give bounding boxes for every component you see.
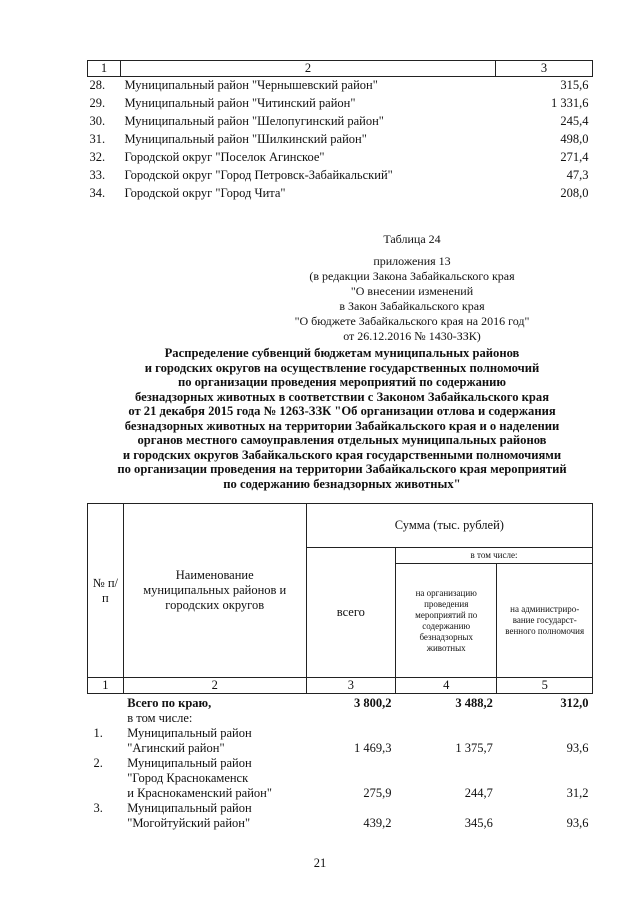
row-number: 32. (89, 150, 106, 164)
row-total: 439,2 (363, 816, 392, 830)
row-name-line: "Город Краснокаменск (127, 771, 249, 785)
page-number: 21 (313, 856, 327, 870)
row-administration: 31,2 (566, 786, 589, 800)
title-line: и городских округов на осуществление государственных полномочий (144, 360, 540, 375)
column-number: 2 (123, 678, 306, 694)
table-row (88, 711, 593, 726)
header-row (88, 504, 593, 548)
table-row (88, 131, 593, 149)
caption-line: "О бюджете Забайкальского края на 2016 год" (294, 314, 530, 328)
caption-line: в Закон Забайкальского края (339, 299, 485, 313)
row-value: 1 331,6 (551, 96, 589, 110)
title-line: безнадзорных животных на территории Забайкальского края и о наделении (124, 418, 560, 433)
row-name-line: Муниципальный район (127, 726, 252, 740)
row-number: 34. (89, 186, 106, 200)
caption-line: "О внесении изменений (350, 284, 474, 298)
row-number: 33. (89, 168, 106, 182)
districts-table-continuation (87, 60, 593, 203)
row-administration: 93,6 (566, 741, 589, 755)
row-number: 1. (93, 726, 103, 740)
title-line: от 21 декабря 2015 года № 1263-ЗЗК "Об организации отлова и содержания (128, 404, 556, 418)
table-header-row (88, 61, 593, 77)
total-value: 3 800,2 (354, 696, 392, 710)
row-organization: 244,7 (464, 786, 493, 800)
table-row (88, 113, 593, 131)
header-cell: 2 (121, 61, 496, 77)
column-numbers-row (88, 678, 593, 694)
row-name: Муниципальный район "Шилкинский район" (124, 132, 367, 146)
caption-line: (в редакции Закона Забайкальского края (309, 269, 515, 283)
table-row (88, 816, 593, 831)
table-row (88, 149, 593, 167)
table-row (88, 185, 593, 203)
row-value: 47,3 (566, 168, 589, 182)
header-cell: 3 (496, 61, 593, 77)
table-row (88, 801, 593, 816)
table-row (88, 771, 593, 786)
row-value: 271,4 (560, 150, 589, 164)
row-value: 208,0 (560, 186, 589, 200)
row-number: 2. (93, 756, 103, 770)
total-organization: 3 488,2 (455, 696, 493, 710)
header-total: всего (306, 548, 395, 678)
table-row (88, 786, 593, 801)
header-organization: на организацию проведения мероприятий по содержанию безнадзорных животных (396, 564, 497, 678)
total-row (88, 694, 593, 712)
header-sum: Сумма (тыс. рублей) (306, 504, 592, 548)
row-name: Муниципальный район "Шелопугинский район" (124, 114, 384, 128)
table-row (88, 77, 593, 96)
row-total: 1 469,3 (354, 741, 392, 755)
row-value: 315,6 (560, 78, 589, 92)
row-name-line: Муниципальный район (127, 756, 252, 770)
row-name: Городской округ "Город Петровск-Забайкальский" (124, 168, 393, 182)
table-row (88, 726, 593, 741)
subsidies-table (87, 503, 593, 831)
row-name-line: Муниципальный район (127, 801, 252, 815)
row-number: 29. (89, 96, 106, 110)
title-line: по организации проведения мероприятий по содержанию (177, 375, 507, 389)
column-number: 5 (497, 678, 593, 694)
title-line: органов местного самоуправления отдельных муниципальных районов (137, 433, 547, 447)
row-number: 3. (93, 801, 103, 815)
header-num: № п/п (88, 504, 124, 678)
header-including: в том числе: (396, 548, 593, 564)
title-line: по содержанию безнадзорных животных" (223, 476, 461, 491)
row-organization: 345,6 (464, 816, 493, 830)
row-name: Городской округ "Поселок Агинское" (124, 150, 325, 164)
table-row (88, 756, 593, 771)
header-cell: 1 (88, 61, 121, 77)
column-number: 1 (88, 678, 124, 694)
table-label: Таблица 24 (383, 232, 441, 246)
row-organization: 1 375,7 (455, 741, 493, 755)
document-title (92, 346, 592, 491)
row-number: 28. (89, 78, 106, 92)
title-line: Распределение субвенций бюджетам муниципальных районов (164, 346, 520, 360)
row-total: 275,9 (363, 786, 392, 800)
title-line: безнадзорных животных в соответствии с Законом Забайкальского края (134, 389, 550, 404)
row-number: 31. (89, 132, 106, 146)
table-row (88, 95, 593, 113)
table-caption (262, 232, 562, 344)
row-value: 498,0 (560, 132, 589, 146)
title-line: и городских округов Забайкальского края государственными полномочиями (122, 447, 562, 462)
row-name: Муниципальный район "Читинский район" (124, 96, 356, 110)
row-name-line: "Агинский район" (127, 741, 225, 755)
column-number: 4 (396, 678, 497, 694)
header-name: Наименование муниципальных районов и городских округов (123, 504, 306, 678)
caption-line: приложения 13 (373, 254, 451, 268)
row-name: Муниципальный район "Чернышевский район" (124, 78, 378, 92)
table-row (88, 167, 593, 185)
row-value: 245,4 (560, 114, 589, 128)
table-row (88, 741, 593, 756)
total-administration: 312,0 (560, 696, 589, 710)
row-administration: 93,6 (566, 816, 589, 830)
row-name-line: "Могойтуйский район" (127, 816, 251, 830)
caption-line: от 26.12.2016 № 1430-ЗЗК) (343, 329, 481, 343)
row-number: 30. (89, 114, 106, 128)
column-number: 3 (306, 678, 395, 694)
total-label: Всего по краю, (127, 696, 212, 710)
header-administration: на администриро-вание государст-венного полномочия (497, 564, 593, 678)
title-line: по организации проведения на территории Забайкальского края мероприятий (117, 462, 567, 476)
row-name: Городской округ "Город Чита" (124, 186, 286, 200)
sub-label: в том числе: (127, 711, 193, 725)
row-name-line: и Краснокаменский район" (127, 786, 272, 800)
